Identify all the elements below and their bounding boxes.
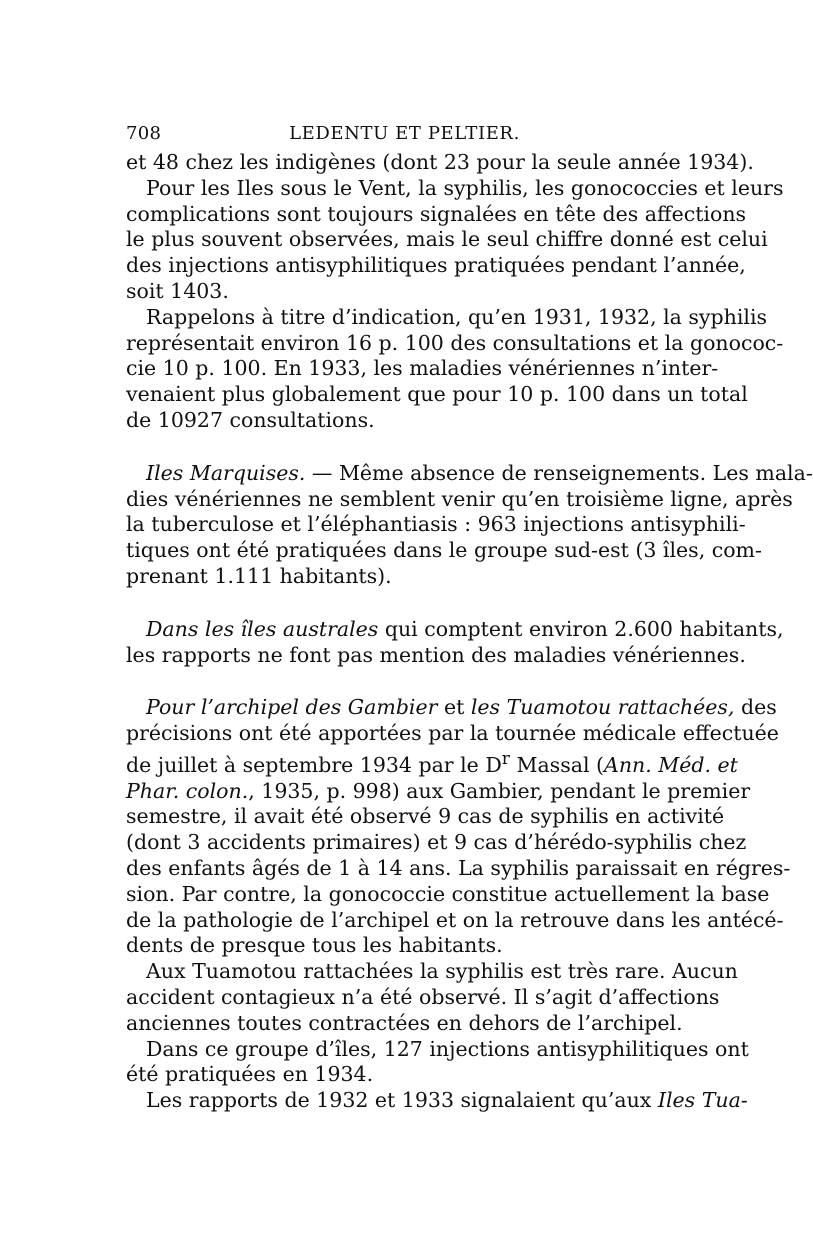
text-line: Rappelons à titre d’indication, qu’en 1931, 1932, la syphilis — [146, 304, 768, 329]
text-line: sion. Par contre, la gonococcie constitue actuellement la base — [126, 881, 770, 906]
paragraph — [126, 150, 754, 176]
paragraph — [126, 616, 784, 669]
paragraph — [126, 959, 738, 1036]
text-line: prenant 1.111 habitants). — [126, 563, 392, 588]
text-line: tiques ont été pratiquées dans le groupe sud-est (3 îles, com- — [126, 538, 762, 563]
paragraph — [126, 1088, 748, 1114]
text-line: dents de presque tous les habitants. — [126, 933, 503, 958]
paragraph — [126, 460, 813, 590]
section-gap — [126, 668, 683, 695]
paragraph — [126, 1036, 749, 1089]
text-line: et 48 chez les indigènes (dont 23 pour la seule année 1934). — [126, 150, 754, 174]
section-gap — [126, 434, 683, 461]
text-line: de juillet à septembre 1934 par le $D^r$ Massal (Ann. Méd. et — [126, 748, 738, 777]
text-line: représentait environ 16 p. 100 des consultations et la gonococ- — [126, 330, 784, 355]
text-line: des injections antisyphilitiques pratiquées pendant l’année, — [126, 253, 746, 278]
section-gap — [126, 590, 683, 617]
running-title: LEDENTU ET PELTIER. — [289, 123, 520, 144]
text-line: de la pathologie de l’archipel et on la retrouve dans les antécé- — [126, 907, 784, 932]
text-line: la tuberculose et l’éléphantiasis : 963 injections antisyphili- — [126, 512, 746, 537]
text-line: des enfants âgés de 1 à 14 ans. La syphilis paraissait en régres- — [126, 855, 791, 880]
paragraph — [126, 304, 784, 434]
text-line: venaient plus globalement que pour 10 p. 100 dans un total — [126, 382, 748, 407]
text-line: précisions ont été apportées par la tournée médicale effectuée — [126, 721, 779, 746]
text-line: Phar. colon., 1935, p. 998) aux Gambier, pendant le premier — [126, 778, 751, 803]
text-line: anciennes toutes contractées en dehors de l’archipel. — [126, 1010, 683, 1035]
text-line: Dans les îles australes qui comptent environ 2.600 habitants, — [146, 616, 784, 641]
text-line: (dont 3 accidents primaires) et 9 cas d’hérédo-syphilis chez — [126, 830, 747, 855]
text-line: le plus souvent observées, mais le seul chiffre donné est celui — [126, 227, 768, 252]
paragraph — [126, 695, 791, 959]
body-text — [126, 150, 813, 1114]
text-line: dies vénériennes ne semblent venir qu’en troisième ligne, après — [126, 486, 793, 511]
text-line: semestre, il avait été observé 9 cas de syphilis en activité — [126, 804, 725, 829]
text-line: été pratiquées en 1934. — [126, 1062, 374, 1087]
text-line: Pour les Iles sous le Vent, la syphilis, les gonococcies et leurs — [146, 175, 784, 200]
text-line: accident contagieux n’a été observé. Il s’agit d’affections — [126, 984, 720, 1009]
text-line: Pour l’archipel des Gambier et les Tuamotou rattachées, des — [146, 695, 777, 720]
text-line: Iles Marquises. — Même absence de renseignements. Les mala- — [146, 460, 813, 485]
text-line: les rapports ne font pas mention des maladies vénériennes. — [126, 642, 746, 667]
text-line: soit 1403. — [126, 278, 229, 303]
text-line: de 10927 consultations. — [126, 407, 375, 432]
paragraph — [126, 175, 784, 305]
text-line: complications sont toujours signalées en tête des affections — [126, 201, 747, 226]
text-line: Dans ce groupe d’îles, 127 injections antisyphilitiques ont — [146, 1036, 749, 1061]
text-line: Aux Tuamotou rattachées la syphilis est très rare. Aucun — [146, 959, 738, 984]
page-number: 708 — [126, 123, 162, 144]
text-line: Les rapports de 1932 et 1933 signalaient qu’aux Iles Tua- — [146, 1088, 748, 1113]
text-line: cie 10 p. 100. En 1933, les maladies vénériennes n’inter- — [126, 356, 719, 381]
